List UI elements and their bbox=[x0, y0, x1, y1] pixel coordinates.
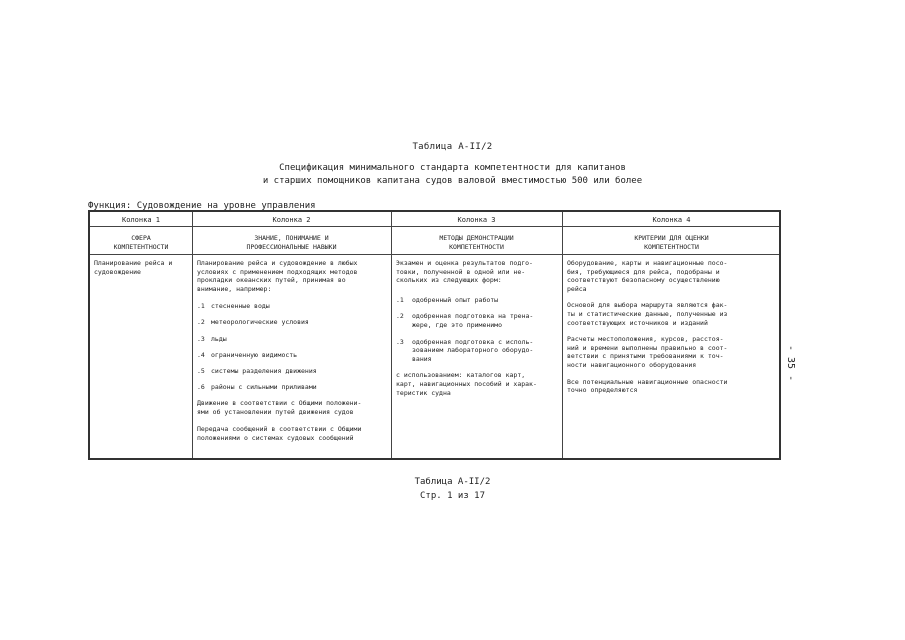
text-line: бия, требующиеся для рейса, подобраны и bbox=[567, 267, 720, 276]
text-line: с использованием: каталогов карт, bbox=[396, 371, 526, 380]
subheader-methods bbox=[391, 234, 562, 252]
list-item bbox=[197, 383, 389, 392]
footer-table-caption: Таблица A-II/2 bbox=[414, 477, 491, 487]
text-line: ветствии с принятыми требованиями к точ- bbox=[567, 352, 724, 361]
text-line: карт, навигационных пособий и харак- bbox=[396, 379, 537, 388]
cell-criteria bbox=[567, 259, 779, 400]
subheader-line: ЗНАНИЕ, ПОНИМАНИЕ И bbox=[254, 234, 329, 242]
item-text: льды bbox=[211, 334, 227, 343]
column-header-3: Колонка 3 bbox=[457, 216, 496, 224]
text-line: Основой для выбора маршрута являются фак- bbox=[567, 301, 728, 310]
subheader-competence-area bbox=[90, 234, 192, 252]
item-text bbox=[412, 338, 533, 364]
text-line: судовождение bbox=[94, 267, 141, 276]
text-line: Движение в соответствии с Общими положени- bbox=[197, 398, 362, 407]
item-number: .2 bbox=[396, 312, 404, 321]
list-item bbox=[396, 338, 560, 364]
text-line: соответствующих источников и изданий bbox=[567, 318, 708, 327]
item-number: .4 bbox=[197, 350, 205, 359]
column-header-1: Колонка 1 bbox=[122, 216, 160, 224]
table-caption: Таблица A-II/2 bbox=[412, 142, 493, 152]
text-line: Оборудование, карты и навигационные посо- bbox=[567, 259, 728, 267]
criteria-paragraph-3 bbox=[567, 335, 779, 369]
subheader-line: КОМПЕТЕНТНОСТИ bbox=[113, 243, 169, 251]
text-line: положениями о системах судовых сообщений bbox=[197, 433, 354, 442]
item-number: .2 bbox=[197, 318, 205, 327]
text-line: ями об установлении путей движения судов bbox=[197, 407, 354, 416]
knowledge-intro bbox=[197, 259, 389, 293]
list-item bbox=[396, 312, 560, 329]
cell-methods bbox=[396, 259, 560, 402]
item-text: метеорологические условия bbox=[211, 318, 309, 327]
methods-intro bbox=[396, 259, 560, 285]
item-number: .1 bbox=[396, 295, 404, 304]
text-line: одобренный опыт работы bbox=[412, 295, 499, 304]
knowledge-reporting-paragraph bbox=[197, 425, 389, 442]
subheader-knowledge bbox=[192, 234, 391, 252]
text-line: прокладки океанских путей, принимая во bbox=[197, 276, 346, 285]
footer-page-indicator: Стр. 1 из 17 bbox=[419, 491, 486, 501]
criteria-paragraph-2 bbox=[567, 301, 779, 327]
document-title-line-1: Спецификация минимального стандарта компетентности для капитанов bbox=[279, 163, 626, 173]
criteria-paragraph-1 bbox=[567, 259, 779, 293]
item-number: .1 bbox=[197, 302, 205, 311]
subheader-criteria bbox=[562, 234, 781, 252]
subheader-line: КОМПЕТЕНТНОСТИ bbox=[644, 243, 699, 251]
item-text: районы с сильными приливами bbox=[211, 382, 317, 391]
page-number: - 35 - bbox=[785, 345, 796, 382]
item-number: .3 bbox=[396, 337, 404, 346]
text-line: одобренная подготовка на трена- bbox=[412, 312, 534, 321]
text-line: точно определяются bbox=[567, 386, 638, 395]
list-item bbox=[197, 302, 389, 311]
subheader-line: ПРОФЕССИОНАЛЬНЫЕ НАВЫКИ bbox=[246, 243, 337, 251]
list-item bbox=[197, 351, 389, 360]
text-line: теристик судна bbox=[396, 388, 451, 397]
text-line: ты и статистические данные, полученные из bbox=[567, 309, 728, 318]
list-item bbox=[197, 367, 389, 376]
cell-competence-area bbox=[94, 259, 190, 276]
text-line: Экзамен и оценка результатов подго- bbox=[396, 259, 533, 267]
item-text bbox=[412, 296, 498, 305]
text-line: ности навигационного оборудования bbox=[567, 360, 697, 369]
text-line: жере, где это применимо bbox=[412, 320, 503, 329]
list-item bbox=[197, 318, 389, 327]
knowledge-routeing-paragraph bbox=[197, 399, 389, 416]
item-number: .5 bbox=[197, 366, 205, 375]
item-number: .6 bbox=[197, 382, 205, 391]
text-line: рейса bbox=[567, 284, 587, 293]
subheader-line: МЕТОДЫ ДЕМОНСТРАЦИИ bbox=[439, 234, 514, 242]
item-text: системы разделения движения bbox=[211, 366, 317, 375]
text-line: условиях с применением подходящих методов bbox=[197, 267, 358, 276]
column-header-2: Колонка 2 bbox=[272, 216, 311, 224]
text-line: одобренная подготовка с исполь- bbox=[412, 337, 534, 346]
item-text: стесненные воды bbox=[211, 302, 270, 311]
specification-table bbox=[88, 210, 781, 460]
text-line: Планирование рейса и судовождение в любых bbox=[197, 259, 358, 267]
item-text bbox=[412, 312, 533, 329]
text-line: зованием лабораторного оборудо- bbox=[412, 346, 534, 355]
document-title-line-2: и старших помощников капитана судов валовой вместимостью 500 или более bbox=[262, 176, 643, 186]
item-text: ограниченную видимость bbox=[211, 350, 298, 359]
text-line: внимание, например: bbox=[197, 284, 272, 293]
text-line: товки, полученной в одной или не- bbox=[396, 267, 526, 276]
subheader-line: КОМПЕТЕНТНОСТИ bbox=[449, 243, 504, 251]
text-line: Передача сообщений в соответствии с Общими bbox=[197, 425, 362, 434]
text-line: Расчеты местоположения, курсов, расстоя- bbox=[567, 335, 724, 344]
list-item bbox=[396, 296, 560, 305]
cell-knowledge bbox=[197, 259, 389, 447]
criteria-paragraph-4 bbox=[567, 378, 779, 395]
column-header-4: Колонка 4 bbox=[652, 216, 691, 224]
text-line: скольких из следующих форм: bbox=[396, 276, 502, 285]
methods-outro bbox=[396, 371, 560, 397]
subheader-line: СФЕРА bbox=[131, 234, 151, 242]
function-label: Функция: Судовождение на уровне управления bbox=[88, 201, 316, 211]
text-line: вания bbox=[412, 354, 432, 363]
subheader-line: КРИТЕРИИ ДЛЯ ОЦЕНКИ bbox=[634, 234, 709, 242]
row-divider bbox=[90, 226, 779, 227]
text-line: соответствуют безопасному осуществлению bbox=[567, 276, 720, 285]
text-line: Планирование рейса и bbox=[94, 259, 173, 267]
text-line: ний и времени выполнены правильно в соот- bbox=[567, 343, 728, 352]
row-divider bbox=[90, 254, 779, 255]
list-item bbox=[197, 335, 389, 344]
item-number: .3 bbox=[197, 334, 205, 343]
text-line: Все потенциальные навигационные опасности bbox=[567, 377, 728, 386]
